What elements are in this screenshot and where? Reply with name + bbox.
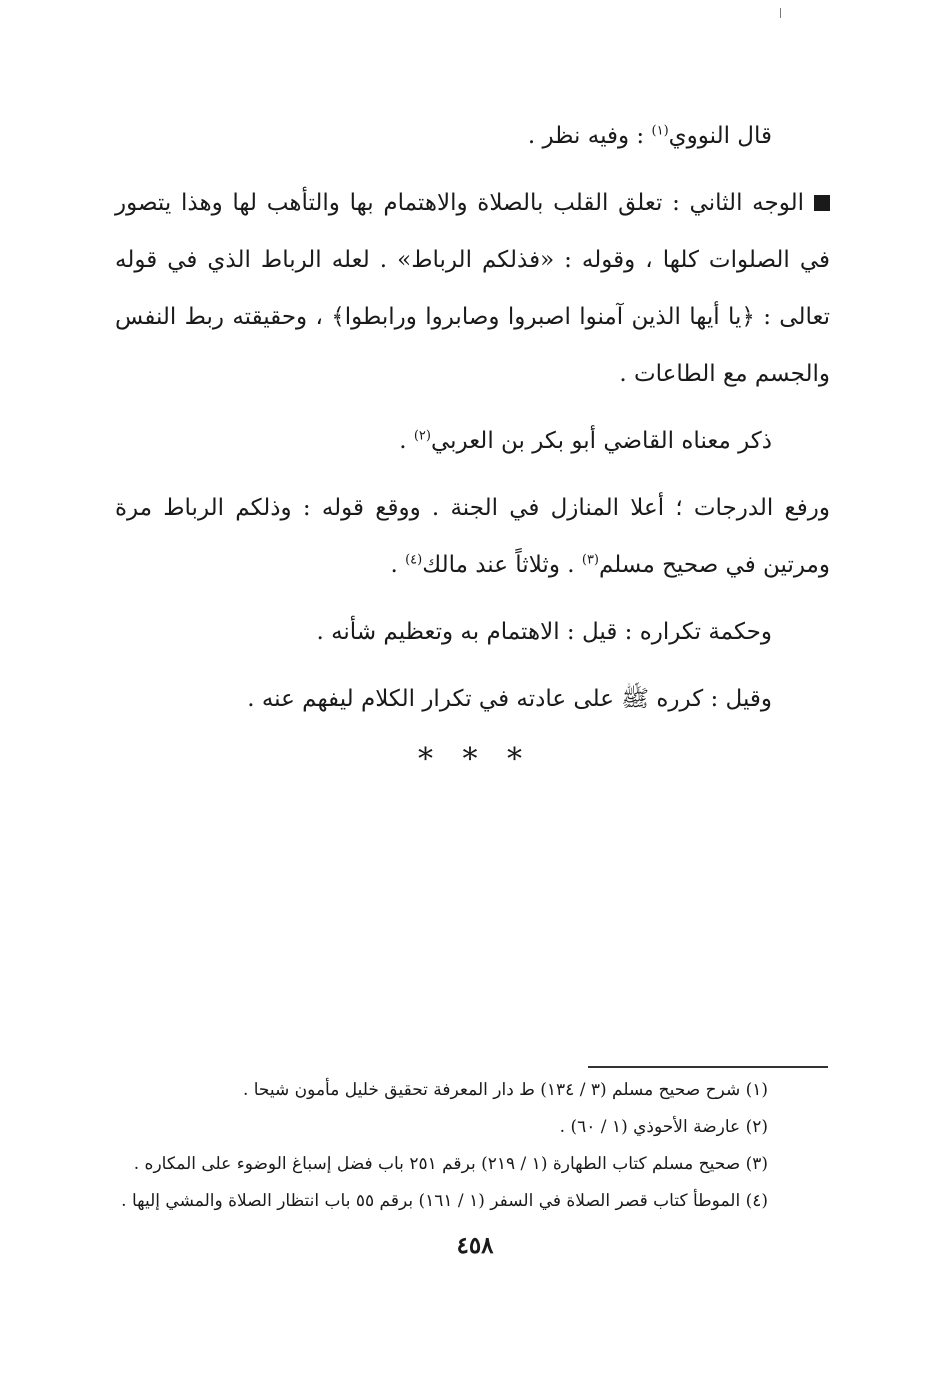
- footnote-item: (١) شرح صحيح مسلم (٣ / ١٣٤) ط دار المعرفة تحقيق خليل مأمون شيحا .: [242, 1080, 768, 1100]
- footnote-item: (٢) عارضة الأحوذي (١ / ٦٠) .: [559, 1117, 768, 1137]
- footnote-ref-3: (٣): [581, 552, 599, 568]
- paragraph-text: وقيل : كرره: [649, 686, 772, 712]
- paragraph-text: : وفيه نظر .: [527, 123, 652, 149]
- paragraph-text: .: [399, 428, 414, 454]
- paragraph-text: وحكمة تكراره : قيل : الاهتمام به وتعظيم شأنه .: [316, 619, 772, 645]
- paragraph-wisdom: [115, 604, 830, 661]
- footnote-ref-2: (٢): [413, 428, 431, 444]
- footnote-item: (٣) صحيح مسلم كتاب الطهارة (١ / ٢١٩) برقم ٢٥١ باب فضل إسباغ الوضوء على المكاره .: [133, 1154, 768, 1174]
- paragraph-text: . وثلاثاً عند مالك: [422, 552, 582, 578]
- footnote-item: (٤) الموطأ كتاب قصر الصلاة في السفر (١ / ١٦١) برقم ٥٥ باب انتظار الصلاة والمشي إليها .: [121, 1191, 768, 1211]
- paragraph-nawawi: [115, 108, 830, 165]
- paragraph-repetition: [115, 671, 830, 728]
- section-separator: * * *: [417, 742, 533, 777]
- scan-mark: [780, 8, 781, 18]
- footnotes: [120, 1072, 768, 1220]
- footnote-ref-1: (١): [651, 123, 669, 139]
- paragraph-degrees: [115, 480, 830, 594]
- honorific-symbol: ﷺ: [621, 686, 650, 712]
- paragraph-text: على عادته في تكرار الكلام ليفهم عنه .: [247, 686, 622, 712]
- footnote-ref-4: (٤): [405, 552, 423, 568]
- paragraph-text: .: [390, 552, 406, 578]
- main-text: [115, 108, 830, 728]
- square-bullet-icon: [814, 195, 830, 211]
- paragraph-text: قال النووي: [668, 123, 772, 149]
- page-number: ٤٥٨: [456, 1232, 494, 1259]
- paragraph-ibn-arabi: [115, 413, 830, 470]
- paragraph-second-aspect: [115, 175, 830, 403]
- paragraph-text: ذكر معناه القاضي أبو بكر بن العربي: [430, 428, 772, 454]
- paragraph-text: ورفع الدرجات ؛ أعلا المنازل في الجنة . ووقع قوله : وذلكم الرباط مرة ومرتين في صحيح مسلم: [115, 495, 830, 578]
- paragraph-text: الوجه الثاني : تعلق القلب بالصلاة والاهتمام بها والتأهب لها وهذا يتصور في الصلوات كلها ، وقوله : «فذلكم الرباط» . لعله الرباط الذي في قوله تعالى : ﴿يا أيها الذين آمنوا اصبروا وصابروا ورابطوا﴾ ، وحقيقته ربط النفس والجسم مع الطاعات .: [115, 190, 830, 387]
- footnote-divider: [588, 1066, 828, 1068]
